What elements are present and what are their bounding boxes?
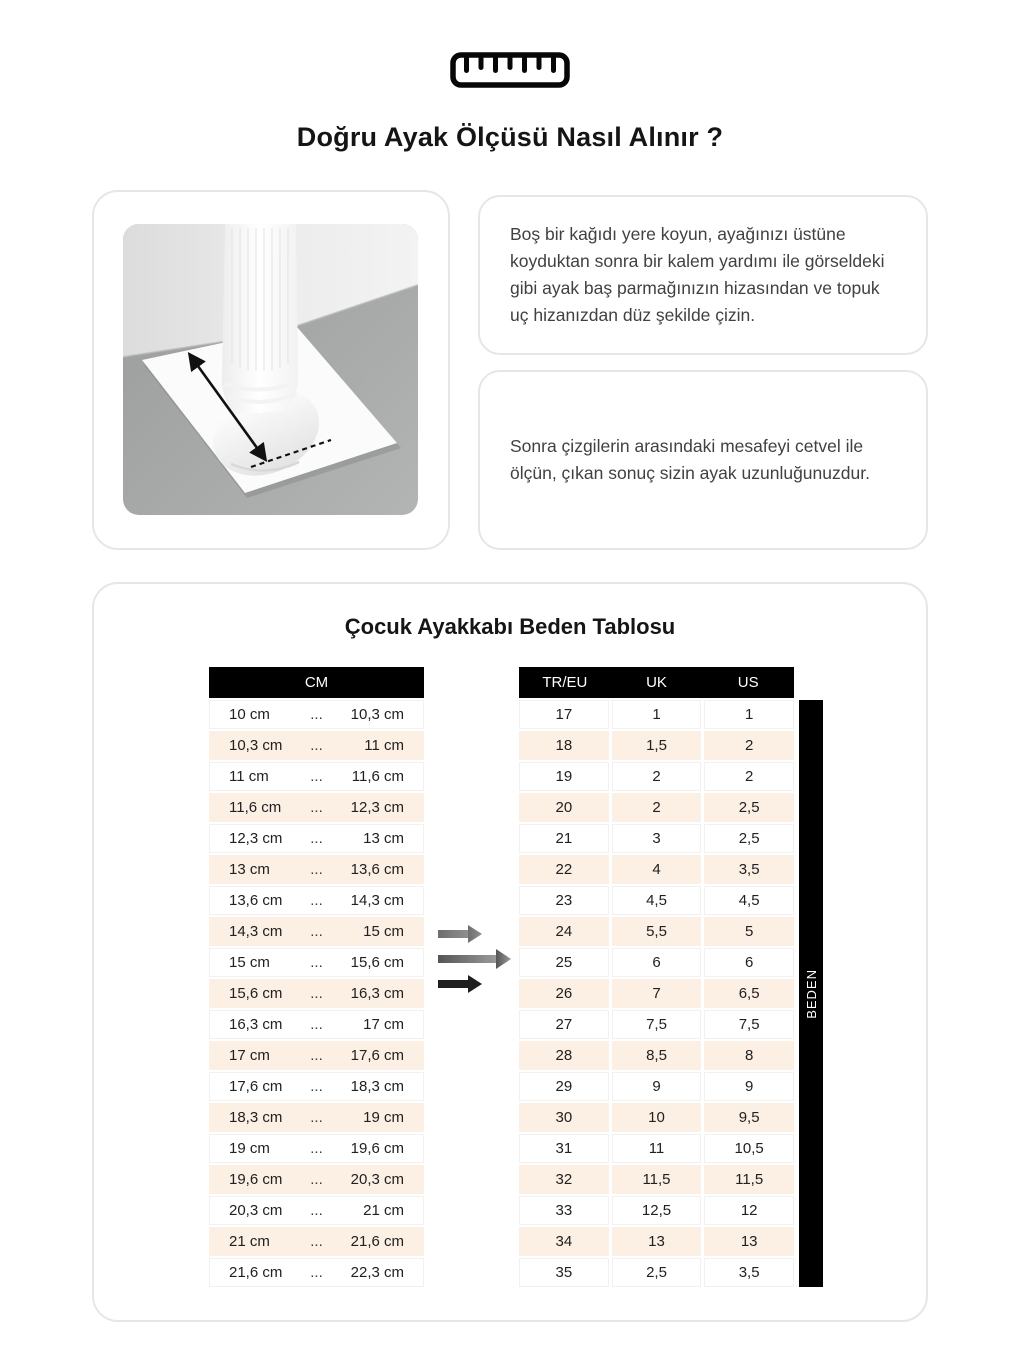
cm-from-value: 16,3 cm [229, 1016, 283, 1033]
size-cell-us: 2,5 [704, 793, 794, 822]
cm-from-value: 11,6 cm [229, 799, 282, 816]
cm-table-row [209, 917, 424, 946]
cm-table-row [209, 1103, 424, 1132]
size-cell-uk: 2 [612, 762, 702, 791]
cm-to-value: 22,3 cm [350, 1264, 404, 1281]
size-cell-uk: 9 [612, 1072, 702, 1101]
cm-table-body [209, 700, 424, 1287]
cm-range-dots: ... [310, 923, 323, 940]
size-cell-us: 3,5 [704, 1258, 794, 1287]
cm-to-value: 10,3 cm [350, 706, 404, 723]
size-cell-uk: 4 [612, 855, 702, 884]
cm-range-dots: ... [310, 954, 323, 971]
cm-from-value: 15,6 cm [229, 985, 283, 1002]
cm-from-value: 14,3 cm [229, 923, 283, 940]
cm-to-value: 11 cm [364, 737, 404, 754]
cm-range-dots: ... [310, 1078, 323, 1095]
size-cell-us: 6 [704, 948, 794, 977]
cm-range-dots: ... [310, 1047, 323, 1064]
cm-to-value: 17,6 cm [350, 1047, 404, 1064]
transfer-arrows-icon [432, 914, 516, 998]
size-cell-uk: 7 [612, 979, 702, 1008]
size-cell-tr-eu: 25 [519, 948, 609, 977]
cm-to-value: 17 cm [363, 1016, 404, 1033]
cm-range-dots: ... [310, 861, 323, 878]
cm-table-row [209, 979, 424, 1008]
instruction-step-1-text: Boş bir kağıdı yere koyun, ayağınızı üstüne koyduktan sonra bir kalem yardımı ile görseldeki gibi ayak baş parmağınızın hizasından ve topuk uç hizanızdan düz şekilde çizin. [510, 224, 885, 325]
cm-table-row [209, 824, 424, 853]
size-header-tr-eu: TR/EU [542, 674, 588, 691]
cm-range-dots: ... [310, 1016, 323, 1033]
cm-from-value: 19,6 cm [229, 1171, 283, 1188]
cm-from-value: 10,3 cm [229, 737, 283, 754]
size-cell-tr-eu: 34 [519, 1227, 609, 1256]
size-cell-us: 5 [704, 917, 794, 946]
cm-to-value: 12,3 cm [350, 799, 404, 816]
cm-from-value: 21 cm [229, 1233, 270, 1250]
page-title: Doğru Ayak Ölçüsü Nasıl Alınır ? [296, 122, 724, 152]
size-cell-uk: 5,5 [612, 917, 702, 946]
cm-to-value: 11,6 cm [351, 768, 404, 785]
size-table-title: Çocuk Ayakkabı Beden Tablosu [344, 614, 676, 639]
cm-from-value: 10 cm [229, 706, 270, 723]
size-cell-tr-eu: 27 [519, 1010, 609, 1039]
cm-from-value: 20,3 cm [229, 1202, 283, 1219]
size-table-card [92, 582, 928, 1322]
cm-range-dots: ... [310, 1140, 323, 1157]
cm-range-dots: ... [310, 737, 323, 754]
size-cell-uk: 11 [612, 1134, 702, 1163]
size-cell-us: 13 [704, 1227, 794, 1256]
cm-to-value: 21,6 cm [350, 1233, 404, 1250]
size-cell-uk: 8,5 [612, 1041, 702, 1070]
size-header-us: US [737, 674, 759, 691]
size-cell-us: 12 [704, 1196, 794, 1225]
cm-to-value: 18,3 cm [350, 1078, 404, 1095]
size-cell-tr-eu: 28 [519, 1041, 609, 1070]
cm-to-value: 15 cm [363, 923, 404, 940]
cm-from-value: 17 cm [229, 1047, 270, 1064]
cm-from-value: 13,6 cm [229, 892, 283, 909]
cm-table-row [209, 948, 424, 977]
cm-to-value: 14,3 cm [350, 892, 404, 909]
size-cell-uk: 6 [612, 948, 702, 977]
cm-range-dots: ... [310, 892, 323, 909]
header-icon-wrap [0, 52, 1020, 93]
cm-from-value: 11 cm [229, 768, 269, 785]
cm-range-dots: ... [310, 1202, 323, 1219]
cm-table-row [209, 1227, 424, 1256]
size-cell-tr-eu: 33 [519, 1196, 609, 1225]
cm-range-dots: ... [310, 1264, 323, 1281]
cm-table-row [209, 1258, 424, 1287]
instruction-step-1 [478, 195, 928, 355]
cm-range-dots: ... [310, 768, 323, 785]
cm-to-value: 13,6 cm [350, 861, 404, 878]
size-cell-uk: 4,5 [612, 886, 702, 915]
cm-table-header: CM [209, 667, 424, 698]
cm-table-row [209, 1072, 424, 1101]
size-cell-uk: 3 [612, 824, 702, 853]
size-cell-us: 2 [704, 731, 794, 760]
cm-table-row [209, 1010, 424, 1039]
cm-range-dots: ... [310, 1171, 323, 1188]
size-cell-uk: 12,5 [612, 1196, 702, 1225]
measurement-photo-card [92, 190, 450, 550]
cm-to-value: 19,6 cm [350, 1140, 404, 1157]
cm-from-value: 21,6 cm [229, 1264, 283, 1281]
foot-measurement-photo [123, 224, 418, 515]
size-cell-us: 7,5 [704, 1010, 794, 1039]
cm-from-value: 15 cm [229, 954, 270, 971]
cm-table-row [209, 1041, 424, 1070]
size-cell-uk: 10 [612, 1103, 702, 1132]
cm-range-dots: ... [310, 1109, 323, 1126]
size-cell-us: 10,5 [704, 1134, 794, 1163]
cm-table [209, 667, 424, 1287]
size-cell-uk: 13 [612, 1227, 702, 1256]
size-cell-tr-eu: 26 [519, 979, 609, 1008]
cm-to-value: 19 cm [363, 1109, 404, 1126]
size-cell-tr-eu: 32 [519, 1165, 609, 1194]
size-cell-tr-eu: 24 [519, 917, 609, 946]
size-header-uk: UK [646, 674, 667, 691]
size-cell-tr-eu: 17 [519, 700, 609, 729]
size-cell-us: 4,5 [704, 886, 794, 915]
size-cell-us: 2,5 [704, 824, 794, 853]
cm-table-row [209, 886, 424, 915]
size-cell-us: 1 [704, 700, 794, 729]
beden-side-label: BEDEN [803, 968, 819, 1019]
size-cell-uk: 11,5 [612, 1165, 702, 1194]
size-cell-us: 2 [704, 762, 794, 791]
size-cell-us: 11,5 [704, 1165, 794, 1194]
size-cell-tr-eu: 21 [519, 824, 609, 853]
cm-range-dots: ... [310, 1233, 323, 1250]
size-cell-tr-eu: 35 [519, 1258, 609, 1287]
size-cell-tr-eu: 23 [519, 886, 609, 915]
ruler-icon [450, 52, 570, 93]
size-cell-tr-eu: 20 [519, 793, 609, 822]
size-cell-us: 6,5 [704, 979, 794, 1008]
size-cell-us: 3,5 [704, 855, 794, 884]
size-cell-us: 8 [704, 1041, 794, 1070]
cm-to-value: 21 cm [363, 1202, 404, 1219]
cm-table-row [209, 1196, 424, 1225]
cm-table-row [209, 855, 424, 884]
instruction-step-2 [478, 370, 928, 550]
size-cell-uk: 2,5 [612, 1258, 702, 1287]
size-table-body [519, 700, 794, 1287]
size-table-header [519, 667, 794, 698]
size-cell-tr-eu: 22 [519, 855, 609, 884]
cm-to-value: 16,3 cm [350, 985, 404, 1002]
cm-table-row [209, 1165, 424, 1194]
cm-range-dots: ... [310, 799, 323, 816]
cm-range-dots: ... [310, 706, 323, 723]
cm-to-value: 15,6 cm [350, 954, 404, 971]
size-cell-tr-eu: 30 [519, 1103, 609, 1132]
cm-from-value: 12,3 cm [229, 830, 283, 847]
cm-to-value: 13 cm [363, 830, 404, 847]
size-cell-tr-eu: 31 [519, 1134, 609, 1163]
cm-from-value: 19 cm [229, 1140, 270, 1157]
cm-table-row [209, 762, 424, 791]
cm-to-value: 20,3 cm [350, 1171, 404, 1188]
size-table [519, 667, 794, 1287]
cm-from-value: 18,3 cm [229, 1109, 283, 1126]
size-cell-uk: 7,5 [612, 1010, 702, 1039]
size-cell-tr-eu: 19 [519, 762, 609, 791]
size-cell-uk: 1,5 [612, 731, 702, 760]
cm-table-row [209, 1134, 424, 1163]
size-cell-tr-eu: 29 [519, 1072, 609, 1101]
cm-from-value: 17,6 cm [229, 1078, 283, 1095]
size-cell-us: 9 [704, 1072, 794, 1101]
cm-range-dots: ... [310, 985, 323, 1002]
size-cell-tr-eu: 18 [519, 731, 609, 760]
size-cell-uk: 1 [612, 700, 702, 729]
instruction-step-2-text: Sonra çizgilerin arasındaki mesafeyi cetvel ile ölçün, çıkan sonuç sizin ayak uzunluğunuzdur. [510, 436, 870, 483]
cm-table-row [209, 700, 424, 729]
beden-side-bar [799, 700, 823, 1287]
size-cell-uk: 2 [612, 793, 702, 822]
cm-table-row [209, 731, 424, 760]
cm-range-dots: ... [310, 830, 323, 847]
cm-table-row [209, 793, 424, 822]
cm-from-value: 13 cm [229, 861, 270, 878]
size-cell-us: 9,5 [704, 1103, 794, 1132]
